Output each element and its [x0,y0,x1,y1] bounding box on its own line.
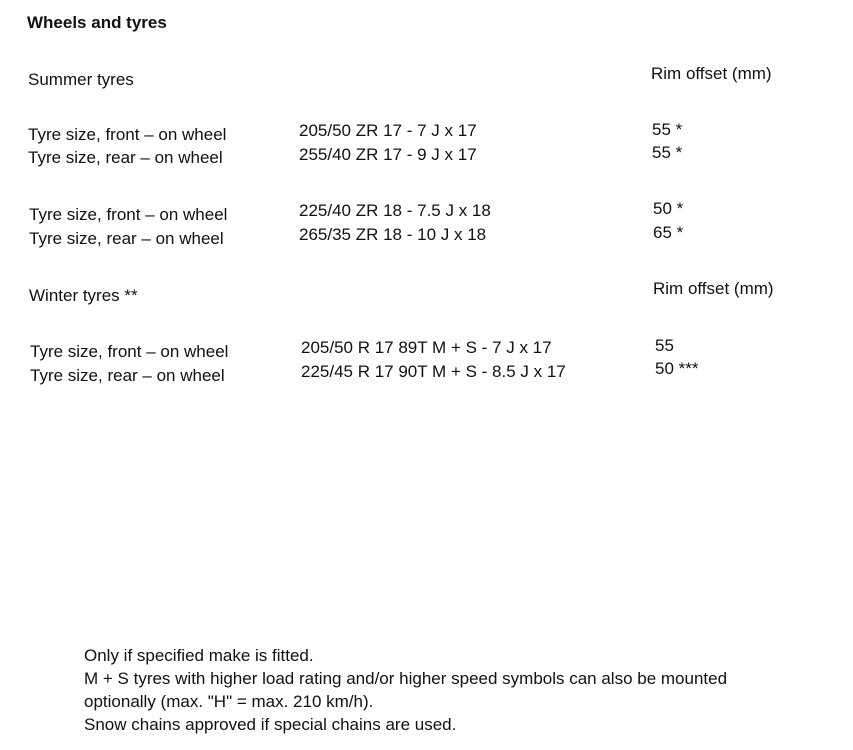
summer-rim-offset-header: Rim offset (mm) [651,64,772,83]
footnotes [84,644,784,736]
footnote-ms-tyres: M + S tyres with higher load rating and/or higher speed symbols can also be mounted [84,669,728,688]
winter-rim-offset-header: Rim offset (mm) [653,279,774,298]
winter-row-1-label: Tyre size, front – on wheel [30,342,229,361]
winter-tyres-title: Winter tyres ** [29,286,138,305]
winter-row-1-offset: 55 [655,336,674,355]
winter-row-2-label: Tyre size, rear – on wheel [30,366,225,385]
summer-row-3-offset: 50 * [653,199,684,218]
summer-row-3-spec: 225/40 ZR 18 - 7.5 J x 18 [299,201,491,220]
winter-row-2-offset: 50 *** [655,359,699,378]
footnote-specified-make: Only if specified make is fitted. [84,646,314,665]
summer-row-4-label: Tyre size, rear – on wheel [29,229,224,248]
summer-row-1-offset: 55 * [652,120,683,139]
summer-row-4-spec: 265/35 ZR 18 - 10 J x 18 [299,225,487,244]
page-title: Wheels and tyres [27,13,167,32]
summer-row-3-label: Tyre size, front – on wheel [29,205,228,224]
summer-tyres-title: Summer tyres [28,70,134,89]
summer-row-1-label: Tyre size, front – on wheel [28,125,227,144]
summer-row-1-spec: 205/50 ZR 17 - 7 J x 17 [299,121,477,140]
footnote-snow-chains: Snow chains approved if special chains are used. [84,715,457,734]
summer-row-2-spec: 255/40 ZR 17 - 9 J x 17 [299,145,477,164]
summer-row-2-label: Tyre size, rear – on wheel [28,148,223,167]
footnote-ms-tyres-continued: optionally (max. "H" = max. 210 km/h). [84,692,374,711]
winter-row-2-spec: 225/45 R 17 90T M + S - 8.5 J x 17 [301,362,566,381]
winter-row-1-spec: 205/50 R 17 89T M + S - 7 J x 17 [301,338,552,357]
summer-row-4-offset: 65 * [653,223,684,242]
summer-row-2-offset: 55 * [652,143,683,162]
